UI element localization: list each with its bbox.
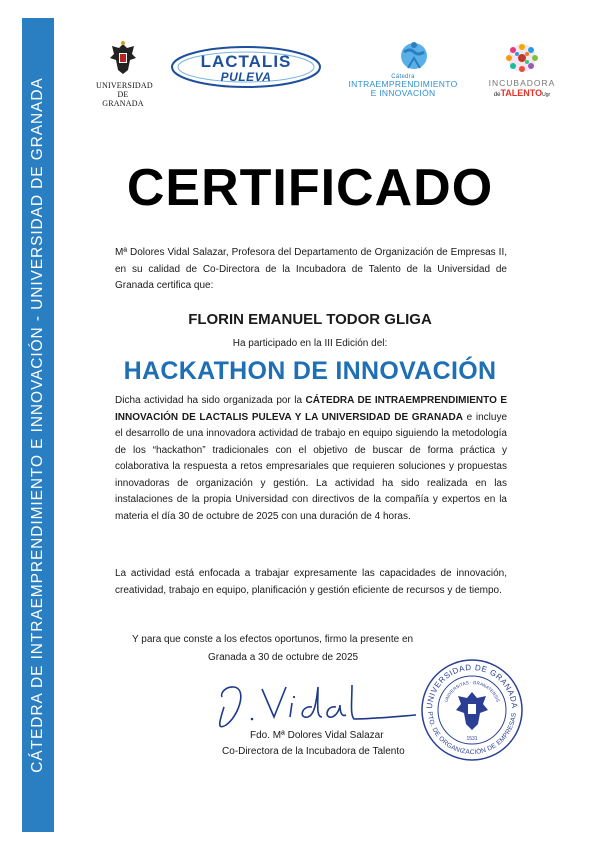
seal-year: 1531: [466, 736, 478, 742]
sidebar-banner: [22, 18, 54, 832]
participation-line: Ha participado en la III Edición del:: [232, 338, 388, 349]
body-paragraph-1: [115, 393, 507, 525]
body-paragraph-2: La actividad está enfocada a trabajar expresamente las capacidades de innovación, creatividad, trabajo en equipo, planificación y gestión eficiente de recursos y de tiempo.: [115, 568, 507, 596]
ugr-name-line2: DE GRANADA: [102, 90, 144, 108]
body1-pre: Dicha actividad ha sido organizada por la: [115, 395, 306, 406]
incubadora-line2: [486, 88, 558, 98]
intra-small: Cátedra: [391, 74, 415, 80]
seal-outer-top: UNIVERSIDAD DE GRANADA: [424, 662, 520, 710]
intra-line2: E INNOVACIÓN: [370, 88, 436, 98]
handwritten-signature: [212, 675, 417, 735]
signer-name: Fdo. Mª Dolores Vidal Salazar: [250, 730, 384, 741]
closing-line-2: Granada a 30 de octubre de 2025: [208, 652, 359, 663]
globe-figure-icon: [394, 40, 434, 72]
recipient-name: FLORIN EMANUEL TODOR GLIGA: [188, 311, 432, 328]
signer-role: Co-Directora de la Incubadora de Talento: [222, 746, 405, 757]
intro-paragraph: Mª Dolores Vidal Salazar, Profesora del Departamento de Organización de Empresas II, en su calidad de Co-Directora de la Incubadora de Talento de la Universidad de Granada certifica que:: [115, 247, 507, 291]
seal-inner-top: UNIVERSITAS · GRANATENSIS: [443, 679, 501, 703]
lactalis-wordmark: LACTALIS: [200, 52, 292, 71]
body1-post: e incluye el desarrollo de una innovadora actividad de trabajo en equipo siguiendo la metodología de los “hackathon” tradicionales con el objetivo de buscar de forma práctica y colaborativa la respuesta a retos empresariales que requieren soluciones y propuestas innovadoras de organización y gestión. La actividad ha sido realizada en las instalaciones de la propia Universidad con directivos de la compañía y expertos en la materia el día 30 de octubre de 2025 con una duración de 4 horas.: [115, 411, 508, 522]
certificate-title: CERTIFICADO: [126, 159, 494, 217]
university-seal: [420, 658, 524, 762]
seal-outer-bottom: PTO. DE ORGANIZACIÓN DE EMPRESAS: [425, 711, 518, 757]
incubadora-ugr: Ugr: [542, 92, 551, 98]
sidebar-text: CÁTEDRA DE INTRAEMPRENDIMIENTO E INNOVACIÓN - UNIVERSIDAD DE GRANADA: [29, 77, 46, 773]
eagle-crest-icon: [108, 40, 138, 76]
intra-line1: INTRAEMPRENDIMIENTO: [348, 79, 458, 89]
ugr-name-line1: UNIVERSIDAD: [96, 81, 153, 90]
puleva-wordmark: PULEVA: [220, 70, 272, 84]
incubadora-de: de: [493, 92, 501, 98]
incubadora-line1: INCUBADORA: [488, 78, 556, 88]
intraemprendimiento-logo: [338, 40, 468, 100]
incubadora-talento: TALENTO: [500, 88, 543, 98]
incubadora-talento-logo: [486, 42, 558, 98]
ugr-logo: [96, 40, 153, 108]
closing-line-1: Y para que conste a los efectos oportunos, firmo la presente en: [132, 634, 414, 645]
body1-bold: CÁTEDRA DE INTRAEMPRENDIMIENTO E INNOVACIÓN DE LACTALIS PULEVA Y LA UNIVERSIDAD DE GRANADA: [115, 395, 507, 423]
colorful-dots-icon: [495, 42, 549, 74]
lactalis-logo: [170, 45, 322, 89]
event-title: HACKATHON DE INNOVACIÓN: [123, 357, 497, 385]
